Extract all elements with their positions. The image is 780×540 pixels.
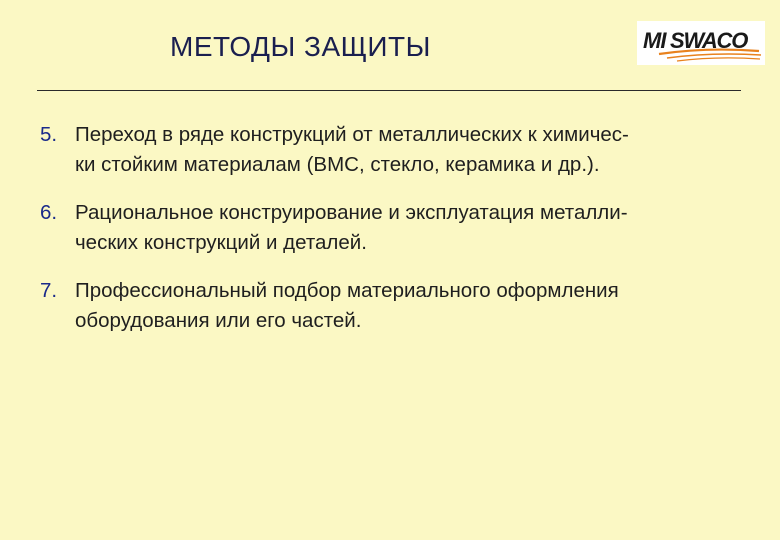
title-divider xyxy=(37,90,741,91)
methods-list xyxy=(40,120,740,354)
list-item-number: 5. xyxy=(40,123,58,146)
list-item xyxy=(40,198,740,258)
list-item-number: 6. xyxy=(40,201,58,224)
list-item-line: Рациональное конструирование и эксплуатация металли- xyxy=(75,201,628,224)
mi-swaco-logo-image xyxy=(637,21,765,65)
list-item-number: 7. xyxy=(40,279,58,302)
list-item-line: Профессиональный подбор материального оформления xyxy=(75,279,619,302)
list-item-line: ки стойким материалам (ВМС, стекло, керамика и др.). xyxy=(75,153,600,176)
list-item xyxy=(40,276,740,336)
list-item-line: Переход в ряде конструкций от металлических к химичес- xyxy=(75,123,629,146)
list-item xyxy=(40,120,740,180)
svg-text:SWACO: SWACO xyxy=(670,28,748,53)
slide-title: МЕТОДЫ ЗАЩИТЫ xyxy=(170,31,431,62)
mi-swaco-logo xyxy=(637,21,765,65)
list-item-line: оборудования или его частей. xyxy=(75,309,362,332)
svg-text:MI: MI xyxy=(643,28,666,53)
list-item-line: ческих конструкций и деталей. xyxy=(75,231,367,254)
